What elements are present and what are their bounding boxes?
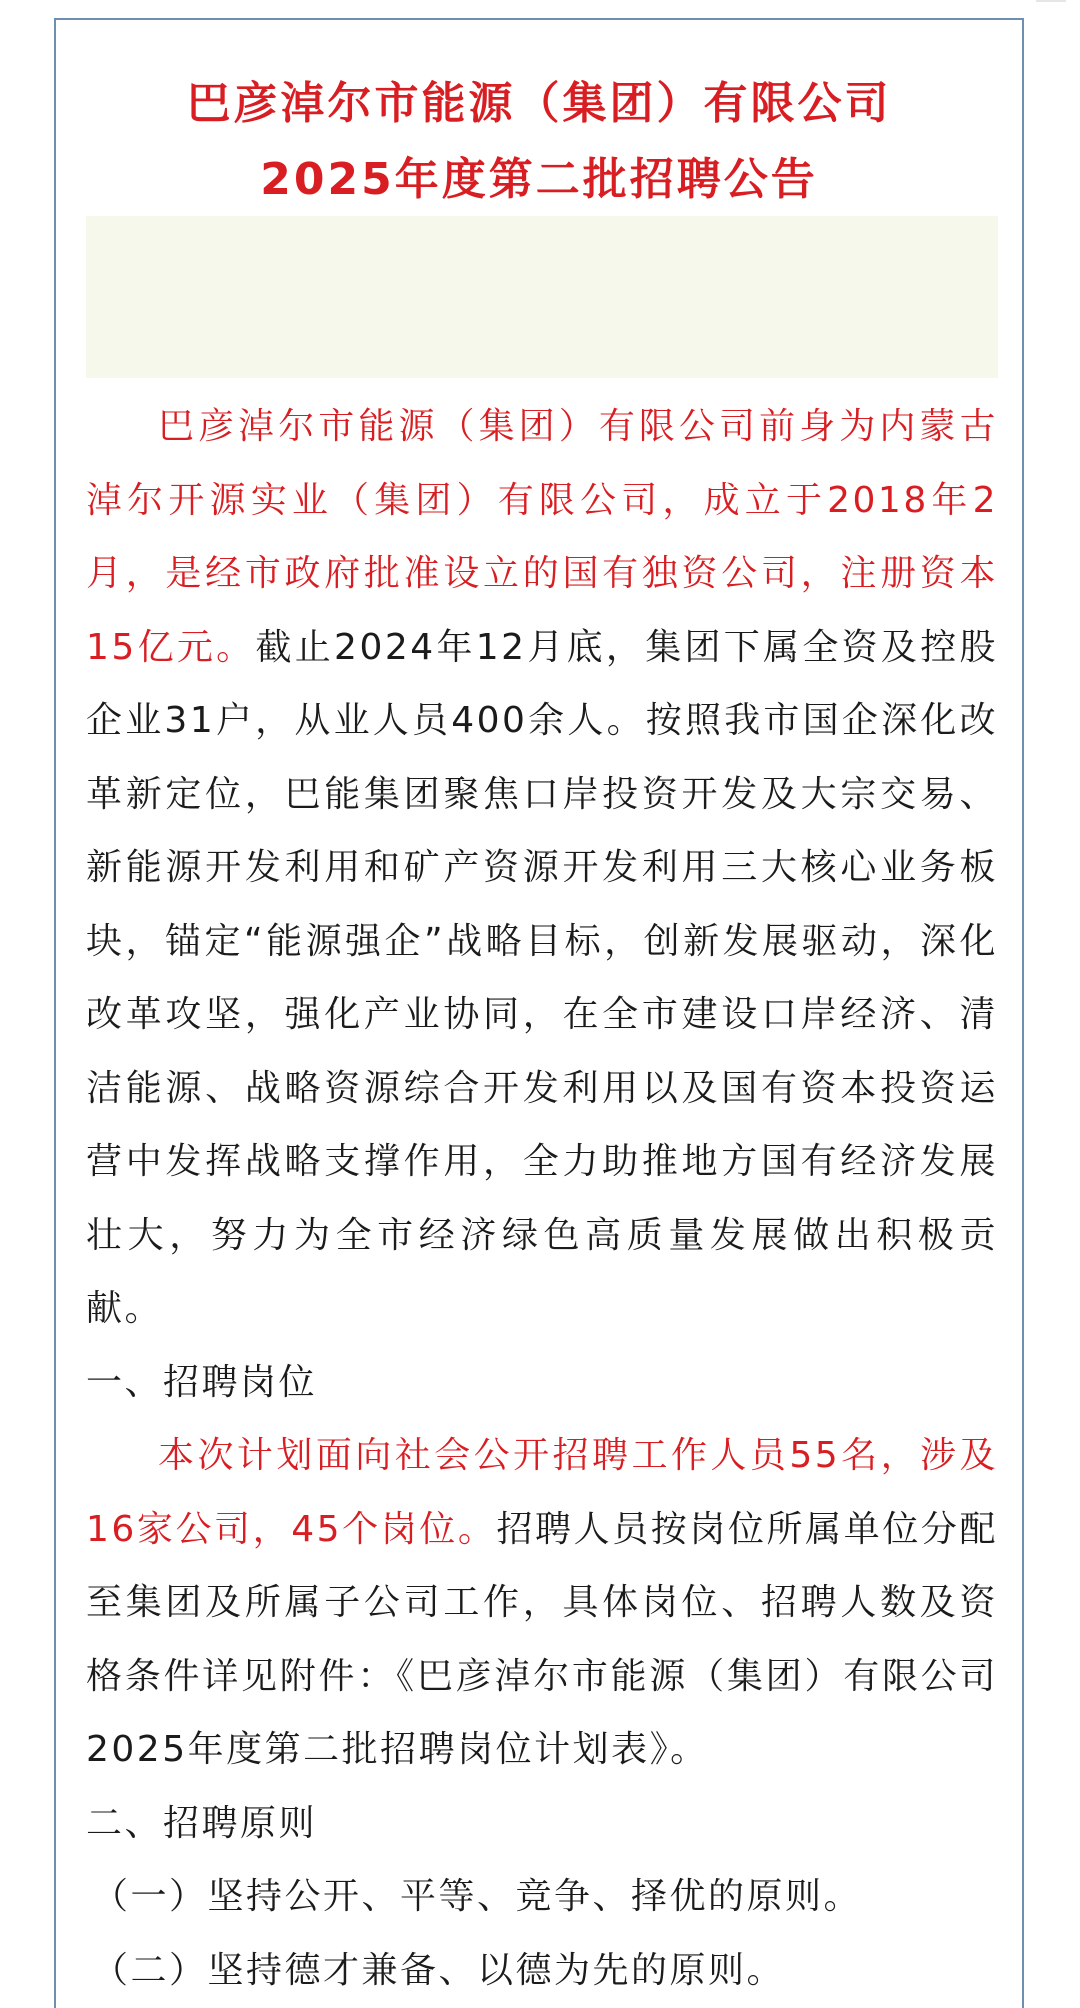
banner-blank-area: [86, 216, 998, 378]
document-frame: [54, 18, 1024, 2008]
section2-item-2: （二）坚持德才兼备、以德为先的原则。: [92, 1949, 786, 1991]
section2-item-1: （一）坚持公开、平等、竞争、择优的原则。: [92, 1876, 863, 1917]
section1-heading: 一、招聘岗位: [86, 1361, 318, 1403]
document-body: [86, 390, 998, 2007]
section2-heading: 二、招聘原则: [86, 1802, 318, 1844]
intro-highlight-text: 巴彦淖尔市能源（集团）有限公司前身为内蒙古淖尔开源实业（集团）有限公司，成立于2018年2月，是经市政府批准设立的国有独资公司，注册资本15亿元。: [86, 406, 998, 668]
intro-body-text: 截止2024年12月底，集团下属全资及控股企业31户，从业人员400余人。按照我市国企深化改革新定位，巴能集团聚焦口岸投资开发及大宗交易、新能源开发利用和矿产资源开发利用三大核心业务板块，锚定“能源强企”战略目标，创新发展驱动，深化改革攻坚，强化产业协同，在全市建设口岸经济、清洁能源、战略资源综合开发利用以及国有资本投资运营中发挥战略支撑作用，全力助推地方国有经济发展壮大，努力为全市经济绿色高质量发展做出积极贡献。: [86, 626, 998, 1329]
intro-paragraph: [86, 390, 998, 1346]
section1-body-text: 招聘人员按岗位所属单位分配至集团及所属子公司工作，具体岗位、招聘人数及资格条件详见附件：《巴彦淖尔市能源（集团）有限公司2025年度第二批招聘岗位计划表》。: [86, 1508, 998, 1770]
top-corner-line: [1036, 0, 1066, 2]
page-title-line2: 2025年度第二批招聘公告: [260, 154, 818, 205]
section1-paragraph: [86, 1419, 998, 1787]
section1-highlight-text: 本次计划面向社会公开招聘工作人员55名，涉及16家公司，45个岗位。: [86, 1435, 998, 1550]
page-title-line1: 巴彦淖尔市能源（集团）有限公司: [186, 78, 892, 129]
